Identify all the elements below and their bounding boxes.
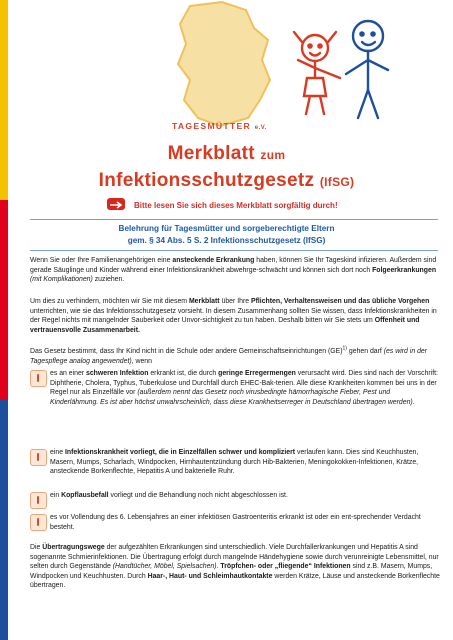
text-bold: Tröpfchen- oder „fliegende“ Infektionen	[220, 563, 351, 571]
side-stripe-blue	[0, 400, 8, 640]
text-run: vorliegt und die Behandlung noch nicht abgeschlossen ist.	[108, 492, 288, 499]
exclamation-icon	[30, 370, 47, 387]
divider-bottom	[30, 250, 438, 251]
text-bold: ansteckende Erkrankung	[172, 257, 255, 264]
text-run: Wenn Sie oder Ihre Familienangehörigen eine	[30, 257, 173, 264]
page-title-line1	[0, 143, 453, 165]
text-italic: (es wird in der Tagespflege analog angewendet)	[30, 348, 428, 365]
text-bold: geringe Erregermengen	[218, 370, 296, 377]
text-bold: Offenheit und vertrauensvolle Zusammenarbeit.	[30, 317, 420, 334]
text-bold: Merkblatt	[188, 298, 220, 305]
text-bold: schweren Infektion	[86, 370, 149, 377]
paragraph-intro	[30, 256, 440, 285]
text-run: der aufgezählten Erkrankungen sind unterschiedlich. Viele Durchfallerkrankungen und Hepatitis A sind sogenannte Schmierinfektionen. Die Übertragung erfolgt durch mangelnde Händehygiene sowie durch verunreinigte Lebensmittel, nur selten durch Gegenstände	[30, 544, 439, 571]
text-italic: (Handtücher, Möbel, Spielsachen)	[112, 563, 217, 571]
subtitle-line2: gem. § 34 Abs. 5 S. 2 Infektionsschutzgesetz (IfSG)	[127, 236, 326, 245]
text-run: .	[412, 398, 415, 406]
footnote-mark: 1)	[342, 345, 347, 352]
text-run: ein	[50, 492, 62, 499]
text-run: es vor Vollendung des 6. Lebensjahres an einer infektiösen Gastroenteritis erkrankt ist oder ein ent-sprechender Verdacht besteht.	[50, 514, 421, 531]
text-run: gehen darf	[346, 348, 384, 355]
title-main-1: Merkblatt	[167, 143, 255, 164]
text-bold: Infektionskrankheit vorliegt, die in Einzelfällen schwer und kompliziert	[64, 449, 296, 456]
text-run: verlaufen kann. Dies sind Keuchhusten, Masern, Mumps, Scharlach, Windpocken, Hirnhautentzündung durch Hib-Bakterien, Meningokokken-Infektionen, Krätze, ansteckende Borkenflechte, Hepatitis A und bakterielle Ruhr.	[50, 449, 419, 476]
text-run: zuziehen.	[92, 276, 125, 284]
text-bold: Pflichten, Verhaltensweisen und das übliche Vorgehen	[251, 298, 430, 305]
exclamation-icon	[30, 514, 47, 531]
text-run: eine	[50, 449, 65, 456]
text-run: haben, können Sie Ihr Tageskind infizieren. Außerdem sind gerade Säuglinge und Kinder während einer Infektionskrankheit abwehrge-schwächt und können sich dort noch	[30, 257, 437, 274]
text-run: , wenn	[131, 357, 152, 365]
list-item-text	[50, 513, 440, 532]
text-run: verursacht wird. Dies sind nach der Vorschrift: Diphtherie, Cholera, Typhus, Tuberkulose und Durchfall durch EHEC-Bak-terien. Alle diese Krankheiten kommen bei uns in der Regel nur als Einzelfälle vor	[50, 370, 438, 397]
brand-suffix: e.V.	[254, 125, 267, 131]
text-bold: Übertragungswege	[42, 544, 105, 551]
text-run: es an einer	[50, 370, 87, 377]
girl-figure-icon	[294, 32, 340, 114]
text-run: .	[216, 563, 221, 571]
text-italic: (außerdem nennt das Gesetz noch virusbedingte hämorrhagische Fieber, Pest und Kinderlähmung. Es ist aber höchst unwahrscheinlich, dass diese Krankheitserreger in Deutschland übertragen werden)	[50, 389, 413, 406]
text-run: sind z.B. Masern, Mumps, Windpocken und Keuchhusten. Durch	[30, 563, 433, 580]
subtitle-line1: Belehrung für Tagesmütter und sorgeberechtigte Eltern	[118, 224, 335, 233]
logo-illustration	[150, 0, 420, 135]
text-run: werden Krätze, Läuse und ansteckende Borkenflechte übertragen.	[30, 572, 440, 590]
exclamation-icon	[30, 449, 47, 466]
paragraph-law	[30, 347, 440, 366]
brand-name-text: TAGESMÜTTER	[172, 121, 252, 131]
paragraph-transmission	[30, 543, 440, 591]
text-bold: Haar-, Haut- und Schleimhautkontakte	[147, 572, 273, 580]
text-run: Um dies zu verhindern, möchten wir Sie mit diesem	[30, 298, 189, 305]
list-item-text	[50, 448, 440, 477]
text-run: Die	[30, 544, 43, 551]
exclamation-icon	[30, 492, 47, 509]
text-italic: (mit Komplikationen)	[30, 276, 93, 284]
boy-figure-icon	[346, 21, 388, 118]
text-run: über Ihre	[219, 298, 251, 305]
arrow-right-icon	[107, 198, 125, 210]
paragraph-purpose	[30, 297, 440, 335]
page-title-line2	[0, 170, 453, 192]
text-run: Das Gesetz bestimmt, dass Ihr Kind nicht in die Schule oder andere Gemeinschaftseinrichtungen (GE)	[30, 348, 343, 355]
brand-name	[172, 121, 267, 131]
title-small-1: zum	[260, 148, 286, 162]
text-run: erkrankt ist, die durch	[148, 370, 219, 377]
text-bold: Folgeerkrankungen	[372, 266, 437, 274]
title-small-2: (IfSG)	[319, 175, 355, 189]
list-item-text	[50, 491, 440, 501]
map-germany-icon	[178, 2, 270, 126]
text-bold: Kopflausbefall	[61, 492, 109, 499]
read-carefully-notice: Bitte lesen Sie sich dieses Merkblatt sorgfältig durch!	[134, 201, 338, 210]
text-run: unterrichten, wie sie das Infektionsschutzgesetz vorsieht. In diesem Zusammenhang sollten Sie wissen, dass Infektionskrankheiten in der Regel nichts mit mangelnder Sauberkeit oder Unvor-sichtigkeit zu tun haben. Deshalb bitten wir Sie stets um	[30, 307, 437, 325]
list-item-text	[50, 369, 440, 407]
divider-top	[30, 219, 438, 220]
title-main-2: Infektionsschutzgesetz	[98, 170, 315, 191]
